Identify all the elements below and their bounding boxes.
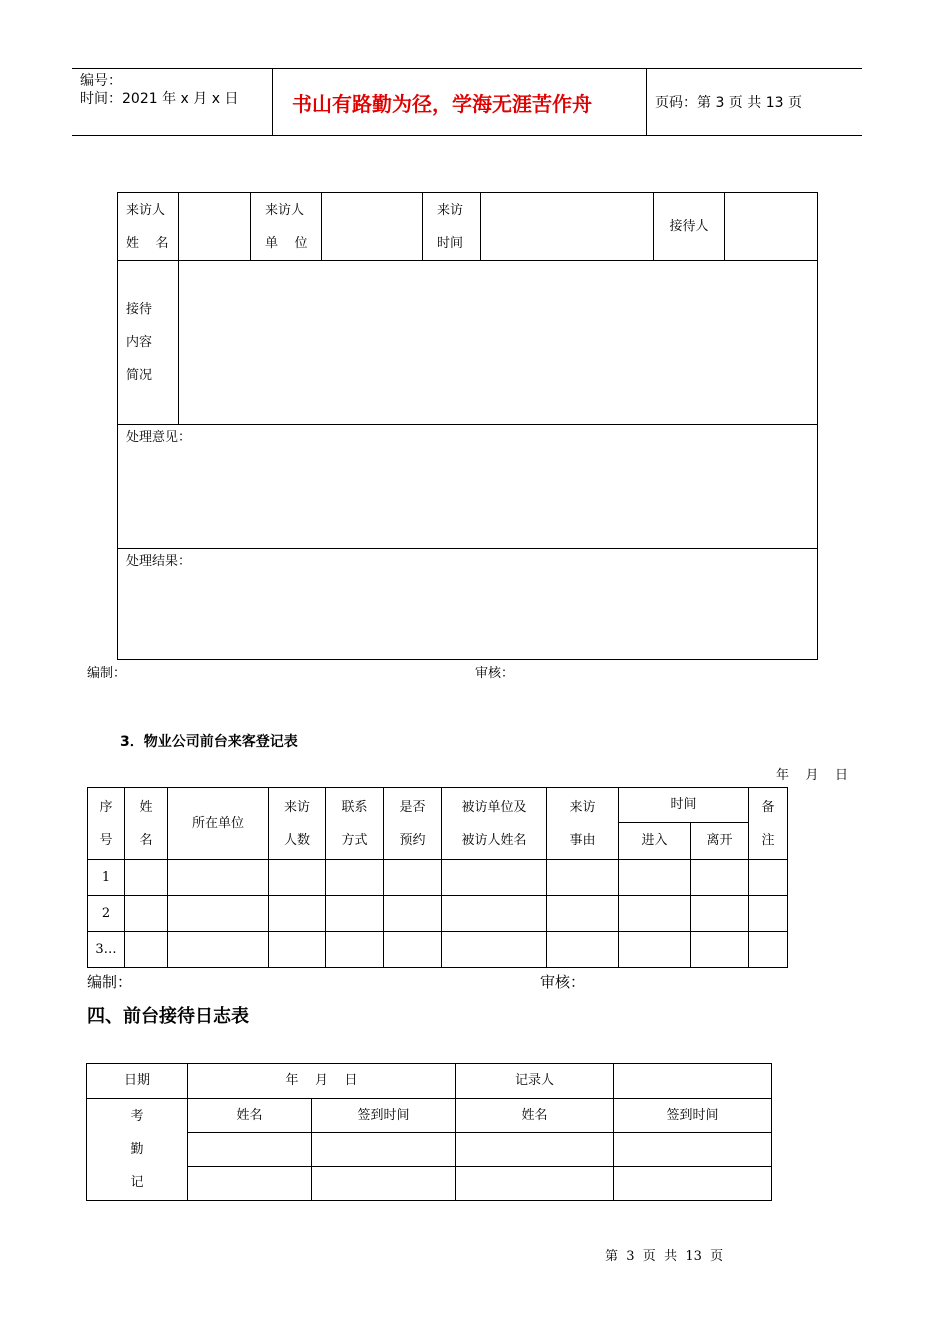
section3-reviewed-by: 审核： (540, 973, 586, 991)
visit-time-field[interactable] (481, 193, 654, 261)
table-cell[interactable] (125, 896, 168, 932)
table-cell[interactable] (384, 860, 442, 896)
handling-opinion-label: 处理意见： (126, 430, 192, 445)
col-name: 姓 名 (125, 788, 168, 860)
receiver-label: 接待人 (654, 193, 725, 261)
table-cell[interactable] (384, 932, 442, 968)
table-cell[interactable] (168, 860, 269, 896)
table-cell[interactable] (547, 896, 619, 932)
date-value[interactable]: 年 月 日 (188, 1064, 456, 1099)
attendance-label: 考 勤 记 (87, 1099, 188, 1201)
table-row (88, 860, 788, 896)
table-cell[interactable] (691, 896, 749, 932)
col-appointment: 是否 预约 (384, 788, 442, 860)
table-cell[interactable] (125, 860, 168, 896)
header-page-label: 页码：第 3 页 共 13 页 (655, 95, 802, 111)
section3-prepared-by: 编制： (87, 973, 133, 991)
col-visitor-count: 来访 人数 (269, 788, 326, 860)
header-top-rule (72, 68, 862, 69)
table-cell[interactable] (749, 932, 788, 968)
front-desk-daily-log (86, 1063, 772, 1201)
table-cell[interactable] (442, 896, 547, 932)
table-cell[interactable] (691, 860, 749, 896)
table-cell[interactable] (168, 896, 269, 932)
visitor-name-field[interactable] (179, 193, 251, 261)
date-label: 日期 (87, 1064, 188, 1099)
form1-reviewed-by: 审核： (475, 666, 515, 681)
table-cell[interactable] (326, 860, 384, 896)
col-visited: 被访单位及 被访人姓名 (442, 788, 547, 860)
table-cell[interactable] (312, 1167, 456, 1201)
handling-opinion-field[interactable] (118, 425, 818, 549)
footer-page-number: 第 3 页 共 13 页 (605, 1249, 724, 1264)
form1-prepared-by: 编制： (87, 666, 127, 681)
header-divider (272, 68, 273, 136)
col-name-1: 姓名 (188, 1099, 312, 1133)
col-signin-1: 签到时间 (312, 1099, 456, 1133)
header-bottom-rule (72, 135, 862, 136)
visitor-unit-label: 来访人 单 位 (251, 193, 322, 261)
table-cell[interactable] (456, 1167, 614, 1201)
col-time-leave: 离开 (691, 823, 749, 860)
handling-result-label: 处理结果： (126, 554, 192, 569)
table-row (88, 932, 788, 968)
recorder-label: 记录人 (456, 1064, 614, 1099)
section3-date: 年 月 日 (776, 768, 849, 783)
col-signin-2: 签到时间 (614, 1099, 772, 1133)
table-cell[interactable] (125, 932, 168, 968)
table-cell[interactable] (188, 1133, 312, 1167)
col-time-enter: 进入 (619, 823, 691, 860)
col-time: 时间 (619, 788, 749, 823)
col-note: 备 注 (749, 788, 788, 860)
table-cell[interactable] (312, 1133, 456, 1167)
handling-result-field[interactable] (118, 549, 818, 660)
col-reason: 来访 事由 (547, 788, 619, 860)
front-desk-visitor-log (87, 787, 788, 968)
table-cell[interactable] (269, 896, 326, 932)
receiver-field[interactable] (725, 193, 818, 261)
table-cell[interactable] (326, 932, 384, 968)
section4-title: 四、前台接待日志表 (87, 1006, 249, 1027)
table-cell[interactable] (619, 932, 691, 968)
visitor-name-label: 来访人 姓 名 (118, 193, 179, 261)
table-cell[interactable] (614, 1133, 772, 1167)
table-row (88, 896, 788, 932)
table-cell[interactable] (188, 1167, 312, 1201)
table-cell[interactable] (442, 932, 547, 968)
row-number: 3… (88, 932, 125, 968)
doc-time-label: 时间：2021 年 x 月 x 日 (80, 91, 239, 107)
table-cell[interactable] (619, 896, 691, 932)
table-cell[interactable] (749, 896, 788, 932)
doc-number-label: 编号： (80, 73, 122, 89)
recorder-field[interactable] (614, 1064, 772, 1099)
col-seq: 序 号 (88, 788, 125, 860)
reception-content-field[interactable] (179, 261, 818, 425)
col-name-2: 姓名 (456, 1099, 614, 1133)
table-cell[interactable] (456, 1133, 614, 1167)
col-unit: 所在单位 (168, 788, 269, 860)
table-cell[interactable] (691, 932, 749, 968)
header-motto: 书山有路勤为径，学海无涯苦作舟 (292, 92, 592, 116)
table-cell[interactable] (619, 860, 691, 896)
table-cell[interactable] (168, 932, 269, 968)
table-cell[interactable] (547, 860, 619, 896)
col-contact: 联系 方式 (326, 788, 384, 860)
table-cell[interactable] (614, 1167, 772, 1201)
table-row (87, 1167, 772, 1201)
visitor-unit-field[interactable] (322, 193, 423, 261)
table-cell[interactable] (749, 860, 788, 896)
visitor-reception-form (117, 192, 818, 660)
table-cell[interactable] (384, 896, 442, 932)
table-cell[interactable] (442, 860, 547, 896)
table-cell[interactable] (269, 932, 326, 968)
reception-content-label: 接待 内容 简况 (118, 261, 179, 425)
visit-time-label: 来访 时间 (423, 193, 481, 261)
header-divider (646, 68, 647, 136)
table-cell[interactable] (326, 896, 384, 932)
row-number: 1 (88, 860, 125, 896)
section3-title: 3．物业公司前台来客登记表 (120, 734, 298, 750)
table-row (87, 1133, 772, 1167)
table-cell[interactable] (547, 932, 619, 968)
row-number: 2 (88, 896, 125, 932)
table-cell[interactable] (269, 860, 326, 896)
